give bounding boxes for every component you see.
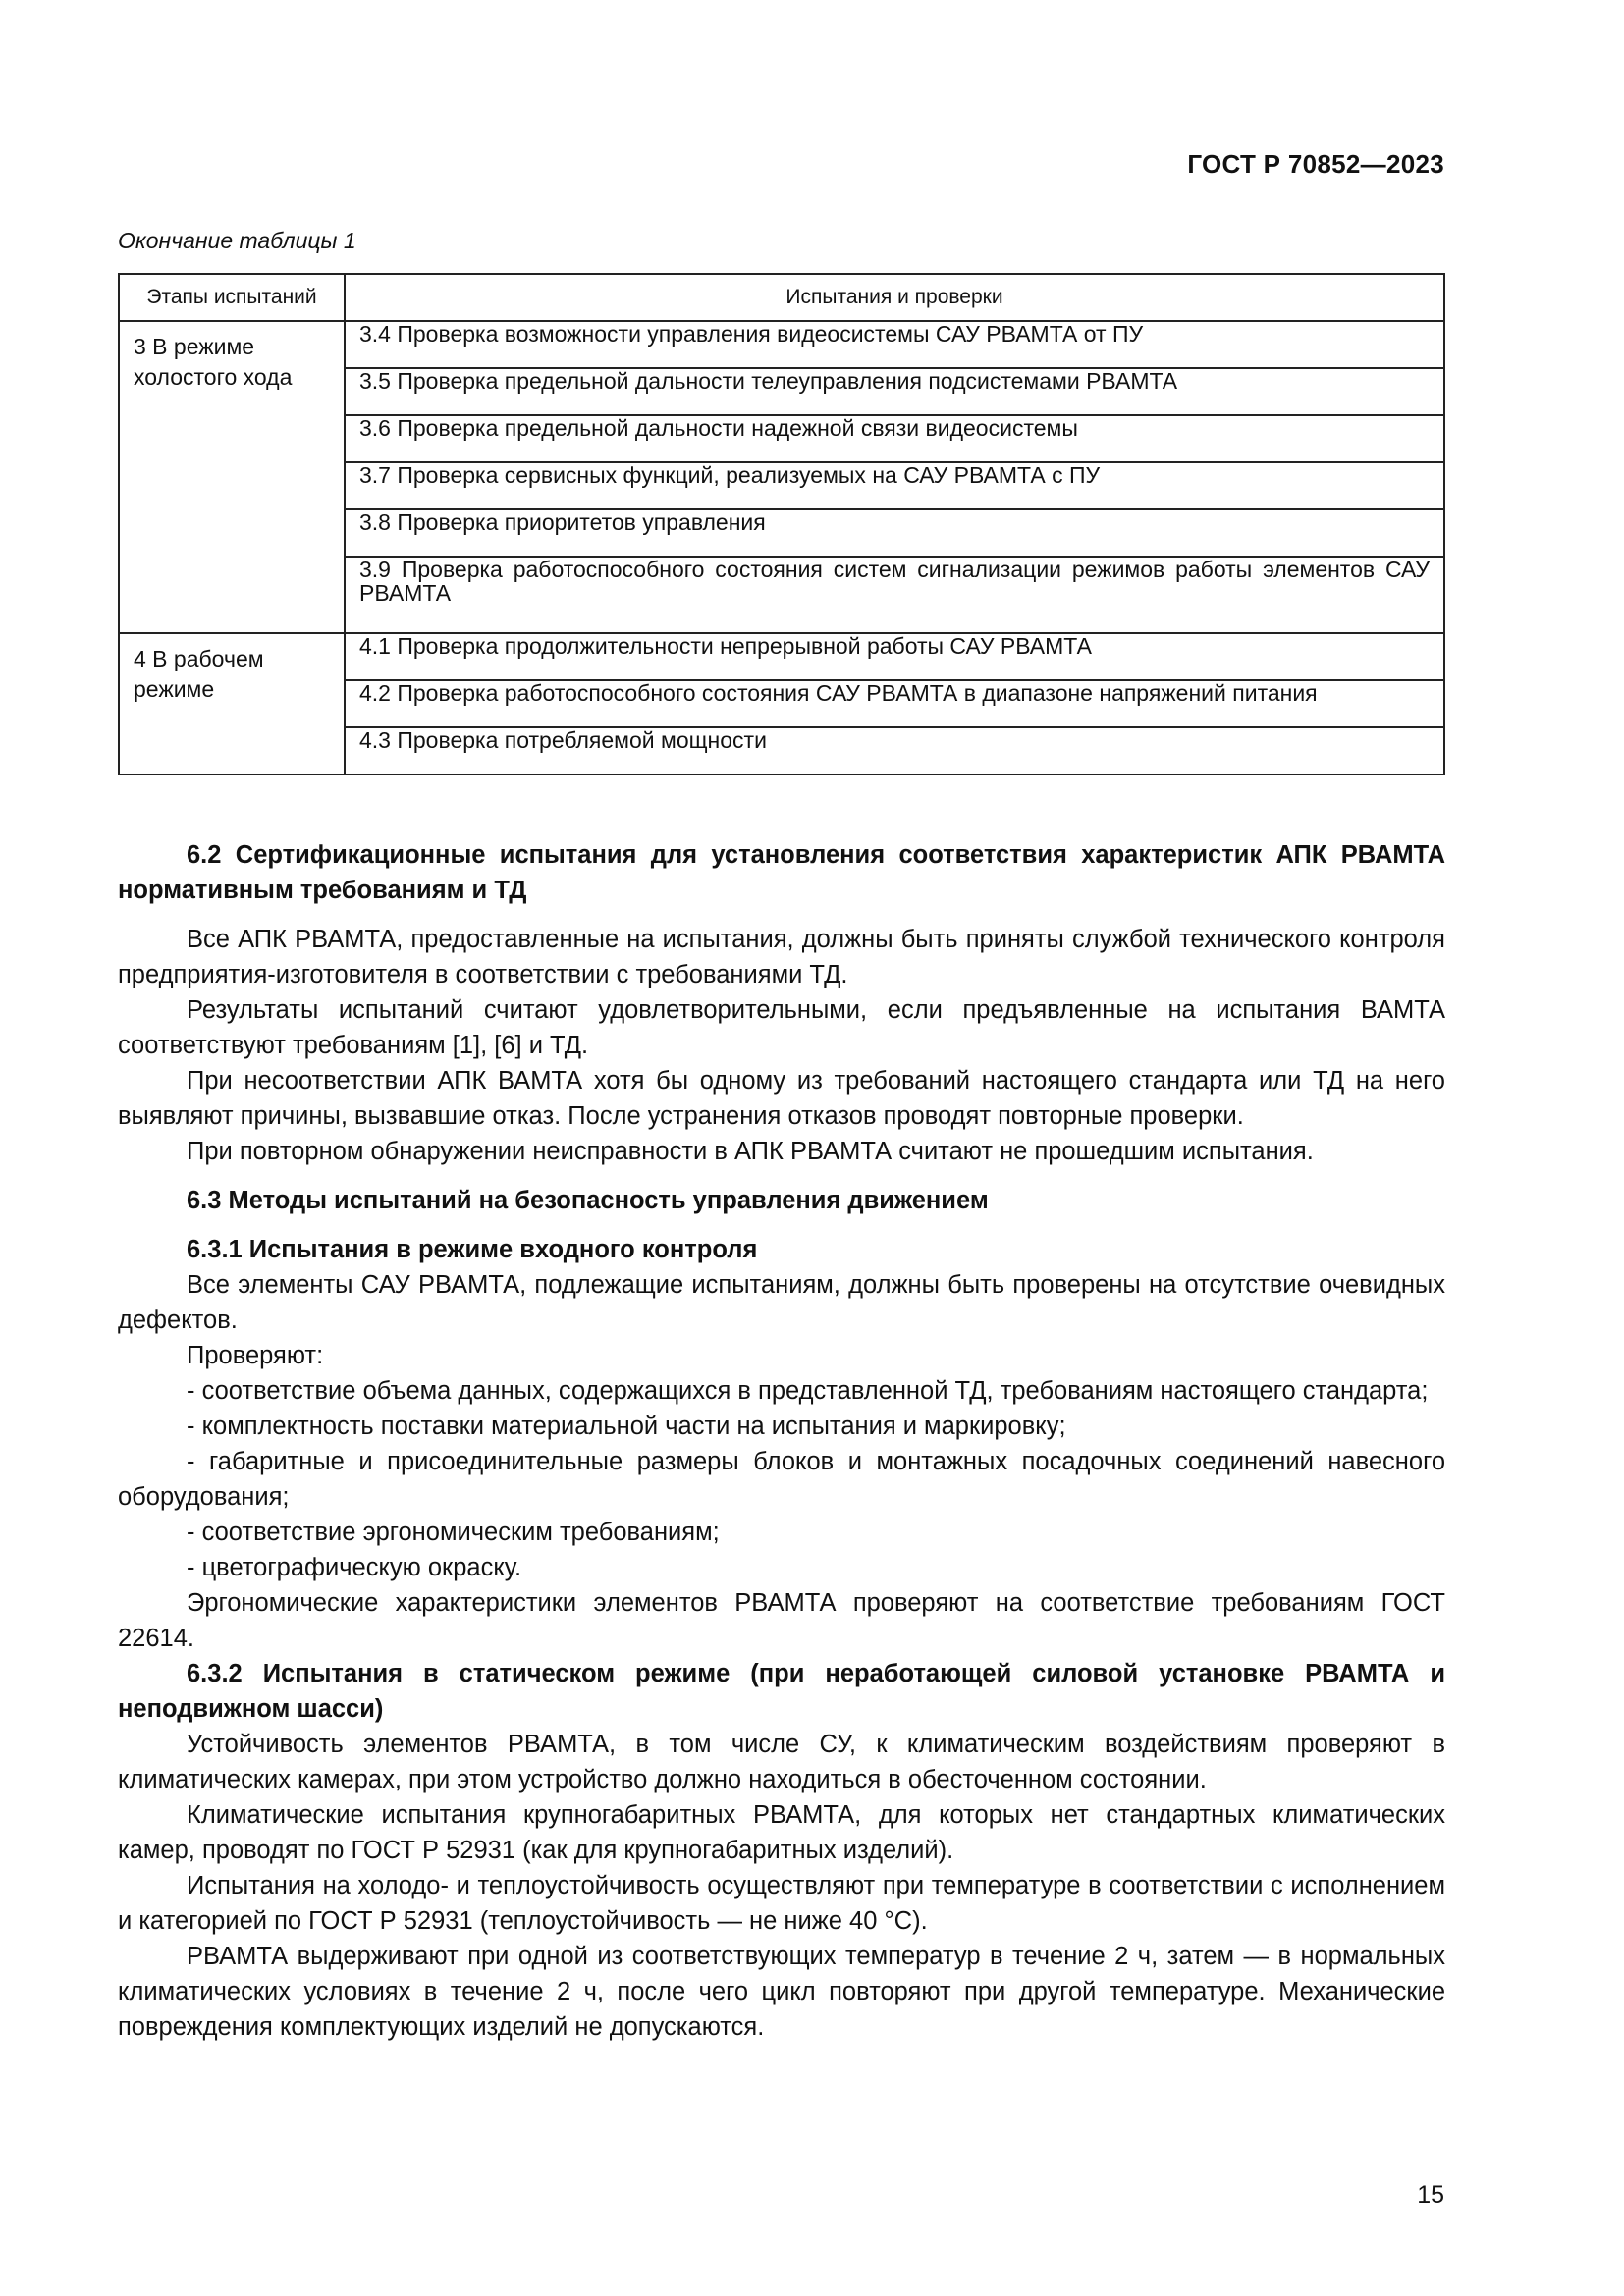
check-cell: 4.2 Проверка работоспособного состояния САУ РВАМТА в диапазоне напряжений питания bbox=[345, 680, 1444, 727]
check-cell: 3.6 Проверка предельной дальности надежной связи видеосистемы bbox=[345, 415, 1444, 462]
check-cell: 4.1 Проверка продолжительности непрерывной работы САУ РВАМТА bbox=[345, 633, 1444, 680]
paragraph: Все АПК РВАМТА, предоставленные на испытания, должны быть приняты службой технического контроля предприятия-изготовителя в соответствии с требованиями ТД. bbox=[118, 926, 1445, 988]
paragraph: РВАМТА выдерживают при одной из соответствующих температур в течение 2 ч, затем — в нормальных климатических условиях в течение 2 ч, после чего цикл повторяют при другой температуре. Механические повреждения комплектующих изделий не допускаются. bbox=[118, 1943, 1445, 2041]
table-row bbox=[119, 633, 1444, 680]
table-caption: Окончание таблицы 1 bbox=[118, 228, 356, 253]
paragraph: При несоответствии АПК ВАМТА хотя бы одному из требований настоящего стандарта или ТД на него выявляют причины, вызвавшие отказ. После устранения отказов проводят повторные проверки. bbox=[118, 1067, 1445, 1130]
subsection-heading-6-3-1: 6.3.1 Испытания в режиме входного контроля bbox=[187, 1236, 758, 1263]
paragraph: Испытания на холодо- и теплоустойчивость осуществляют при температуре в соответствии с исполнением и категорией по ГОСТ Р 52931 (теплоустойчивость — не ниже 40 °С). bbox=[118, 1872, 1445, 1935]
paragraph: Результаты испытаний считают удовлетворительными, если предъявленные на испытания ВАМТА соответствуют требованиям [1], [6] и ТД. bbox=[118, 996, 1445, 1059]
paragraph: Все элементы САУ РВАМТА, подлежащие испытаниям, должны быть проверены на отсутствие очевидных дефектов. bbox=[118, 1271, 1445, 1334]
list-item: - габаритные и присоединительные размеры блоков и монтажных посадочных соединений навесного оборудования; bbox=[118, 1448, 1445, 1511]
tests-table bbox=[118, 273, 1445, 775]
paragraph: Проверяют: bbox=[187, 1342, 324, 1369]
table-row bbox=[119, 321, 1444, 368]
check-cell: 3.9 Проверка работоспособного состояния систем сигнализации режимов работы элементов САУ РВАМТА bbox=[345, 557, 1444, 633]
check-cell: 4.3 Проверка потребляемой мощности bbox=[345, 727, 1444, 774]
document-body bbox=[118, 837, 1445, 2045]
check-cell: 3.4 Проверка возможности управления видеосистемы САУ РВАМТА от ПУ bbox=[345, 321, 1444, 368]
list-item: - соответствие объема данных, содержащихся в представленной ТД, требованиям настоящего стандарта; bbox=[187, 1377, 1429, 1405]
check-cell: 3.5 Проверка предельной дальности телеуправления подсистемами РВАМТА bbox=[345, 368, 1444, 415]
page-number: 15 bbox=[1417, 2181, 1444, 2209]
column-header-stages: Этапы испытаний bbox=[119, 274, 345, 321]
stage-cell-idle: 3 В режиме холостого хода bbox=[119, 321, 345, 633]
section-heading-6-2: 6.2 Сертификационные испытания для установления соответствия характеристик АПК РВАМТА нормативным требованиям и ТД bbox=[118, 841, 1445, 904]
list-item: - комплектность поставки материальной части на испытания и маркировку; bbox=[187, 1413, 1066, 1440]
paragraph: Климатические испытания крупногабаритных РВАМТА, для которых нет стандартных климатических камер, проводят по ГОСТ Р 52931 (как для крупногабаритных изделий). bbox=[118, 1801, 1445, 1864]
check-cell: 3.8 Проверка приоритетов управления bbox=[345, 509, 1444, 557]
column-header-checks: Испытания и проверки bbox=[345, 274, 1444, 321]
paragraph: Эргономические характеристики элементов РВАМТА проверяют на соответствие требованиям ГОСТ 22614. bbox=[118, 1589, 1445, 1652]
stage-cell-working: 4 В рабочем режиме bbox=[119, 633, 345, 774]
list-item: - цветографическую окраску. bbox=[187, 1554, 522, 1581]
section-heading-6-3: 6.3 Методы испытаний на безопасность управления движением bbox=[187, 1187, 989, 1214]
subsection-heading-6-3-2: 6.3.2 Испытания в статическом режиме (при неработающей силовой установке РВАМТА и неподвижном шасси) bbox=[118, 1660, 1445, 1723]
paragraph: Устойчивость элементов РВАМТА, в том числе СУ, к климатическим воздействиям проверяют в климатических камерах, при этом устройство должно находиться в обесточенном состоянии. bbox=[118, 1731, 1445, 1793]
list-item: - соответствие эргономическим требованиям; bbox=[187, 1519, 720, 1546]
paragraph: При повторном обнаружении неисправности в АПК РВАМТА считают не прошедшим испытания. bbox=[187, 1138, 1314, 1165]
document-header: ГОСТ Р 70852—2023 bbox=[1187, 149, 1444, 179]
check-cell: 3.7 Проверка сервисных функций, реализуемых на САУ РВАМТА с ПУ bbox=[345, 462, 1444, 509]
table-header-row bbox=[119, 274, 1444, 321]
